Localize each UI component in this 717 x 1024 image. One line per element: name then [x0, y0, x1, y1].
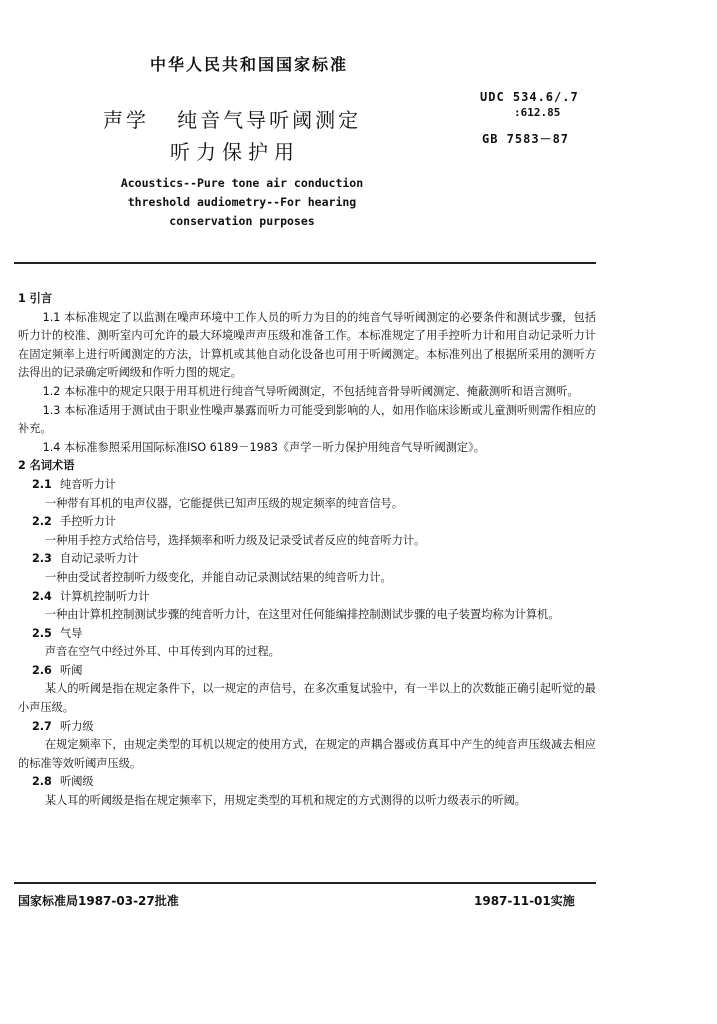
term-2-6-heading: [18, 662, 596, 681]
effective-date: 1987-11-01实施: [474, 894, 575, 908]
term-2-2-heading: [18, 513, 596, 532]
term-name: 听阈级: [60, 775, 94, 789]
term-number: 2.6: [32, 663, 52, 677]
term-name: 自动记录听力计: [60, 552, 139, 566]
term-number: 2.1: [32, 477, 52, 491]
clause-1-1: 1.1 本标准规定了以监测在噪声环境中工作人员的听力为目的的纯音气导听阈测定的必要条件和测试步骤，包括听力计的校准、测听室内可允许的最大环境噪声声压级和准备工作。本标准规定了用手控听力计和用自动记录听力计在固定频率上进行听阈测定的方法，计算机或其他自动化设备也可用于听阈测定。本标准列出了根据所采用的测听方法得出的记录确定听阈级和作听力图的规定。: [18, 310, 596, 380]
term-number: 2.4: [32, 589, 52, 603]
term-2-5-definition: 声音在空气中经过外耳、中耳传到内耳的过程。: [44, 645, 280, 659]
term-2-4-heading: [18, 588, 596, 607]
gb-standard-number: GB 7583－87: [482, 132, 570, 146]
term-number: 2.3: [32, 552, 52, 566]
document-title-line1: 声学 纯音气导听阈测定: [103, 108, 362, 132]
section-2-title: 2 名词术语: [18, 459, 75, 473]
term-name: 纯音听力计: [60, 477, 116, 491]
udc-code: UDC 534.6/.7: [480, 90, 579, 104]
english-title-line1: Acoustics--Pure tone air conduction: [120, 176, 364, 190]
english-title-line2: threshold audiometry--For hearing: [127, 195, 357, 209]
document-title-line2: 听力保护用: [170, 140, 300, 164]
term-2-1-definition: 一种带有耳机的电声仪器，它能提供已知声压级的规定频率的纯音信号。: [44, 496, 403, 510]
term-name: 气导: [60, 626, 83, 640]
term-name: 听阈: [60, 663, 83, 677]
term-2-3-definition: 一种由受试者控制听力级变化，并能自动记录测试结果的纯音听力计。: [44, 570, 392, 584]
term-name: 听力级: [60, 719, 94, 733]
term-2-1-heading: [18, 476, 596, 495]
term-2-7-heading: [18, 718, 596, 737]
document-body: [18, 290, 596, 811]
approval-date: 国家标准局1987-03-27批准: [18, 894, 179, 908]
term-number: 2.2: [32, 515, 52, 529]
term-2-2-definition: 一种用手控方式给信号，选择频率和听力级及记录受试者反应的纯音听力计。: [44, 533, 426, 547]
footer-divider: [14, 882, 596, 884]
term-number: 2.8: [32, 775, 52, 789]
clause-1-3: 1.3 本标准适用于测试由于职业性噪声暴露而听力可能受到影响的人，如用作临床诊断或儿童测听则需作相应的补充。: [18, 403, 596, 436]
term-2-5-heading: [18, 625, 596, 644]
udc-code-continuation: :612.85: [514, 106, 561, 119]
term-number: 2.5: [32, 626, 52, 640]
term-2-6-definition: 某人的听阈是指在规定条件下，以一规定的声信号，在多次重复试验中，有一半以上的次数能正确引起听觉的最小声压级。: [18, 682, 596, 715]
term-name: 计算机控制听力计: [60, 589, 150, 603]
national-standard-heading: 中华人民共和国国家标准: [150, 55, 349, 74]
clause-1-4: 1.4 本标准参照采用国际标准ISO 6189－1983《声学－听力保护用纯音气导听阈测定》。: [42, 440, 485, 454]
term-2-3-heading: [18, 550, 596, 569]
term-2-4-definition: 一种由计算机控制测试步骤的纯音听力计，在这里对任何能编排控制测试步骤的电子装置均称为计算机。: [44, 608, 560, 622]
term-2-8-heading: [18, 773, 596, 792]
section-1-title: 1 引言: [18, 292, 53, 305]
english-title-line3: conservation purposes: [169, 214, 315, 228]
header-divider: [14, 262, 596, 264]
term-2-8-definition: 某人耳的听阈级是指在规定频率下，用规定类型的耳机和规定的方式测得的以听力级表示的听阈。: [44, 794, 526, 808]
term-2-7-definition: 在规定频率下，由规定类型的耳机以规定的使用方式，在规定的声耦合器或仿真耳中产生的纯音声压级减去相应的标准等效听阈声压级。: [18, 738, 596, 770]
term-name: 手控听力计: [60, 515, 116, 529]
term-number: 2.7: [32, 719, 52, 733]
clause-1-2: 1.2 本标准中的规定只限于用耳机进行纯音气导听阈测定，不包括纯音骨导听阈测定、掩蔽测听和语言测听。: [42, 384, 579, 398]
